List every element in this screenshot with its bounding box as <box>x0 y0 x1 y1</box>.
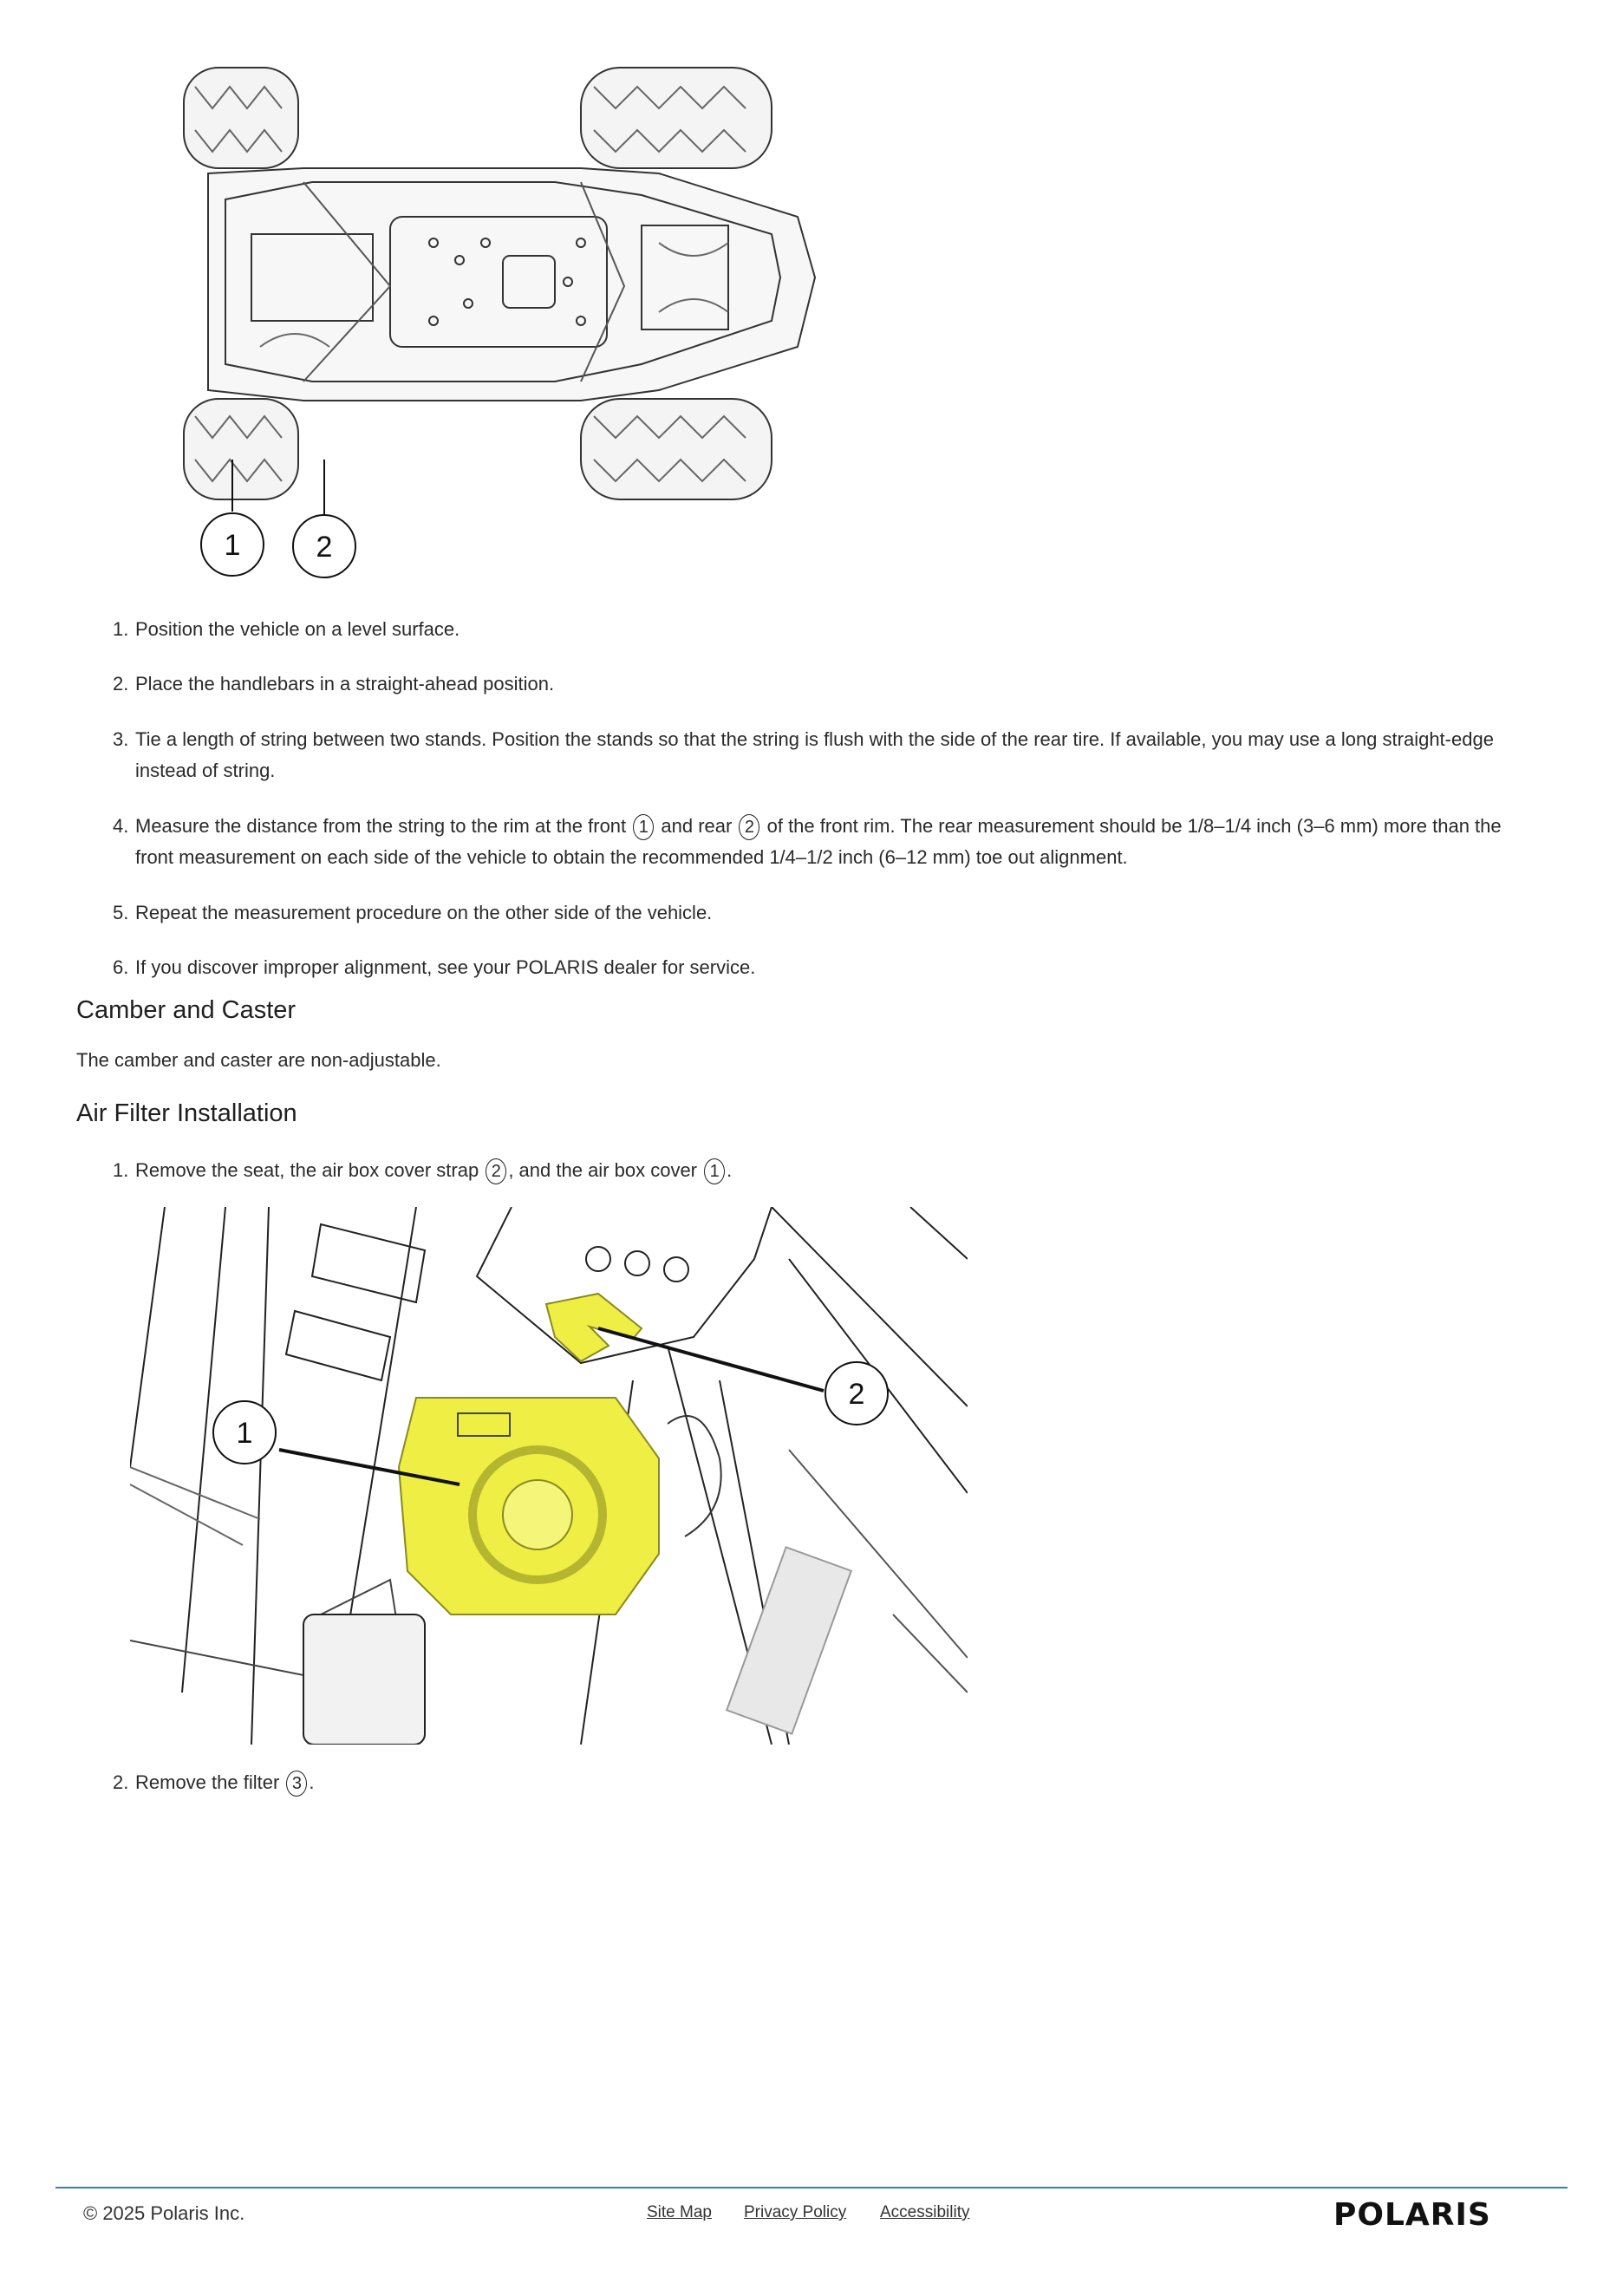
polaris-logo[interactable]: POLARIS <box>1333 2197 1491 2233</box>
callout-ref-2: 2 <box>739 814 759 840</box>
step-text: If you discover improper alignment, see your POLARIS dealer for service. <box>135 956 756 978</box>
camber-text: The camber and caster are non-adjustable. <box>76 1049 441 1071</box>
copyright-text: © 2025 Polaris Inc. <box>83 2202 245 2224</box>
site-map-link[interactable]: Site Map <box>647 2203 712 2221</box>
footer-rule <box>55 2187 1568 2188</box>
air-filter-heading: Air Filter Installation <box>76 1099 297 1127</box>
step-text: Tie a length of string between two stands. Position the stands so that the string is flush with the side of the rear tire. If available, you may use a long straight-edge instead of string. <box>135 728 1494 781</box>
callout-ref-2: 2 <box>486 1158 506 1184</box>
callout-2-label: 2 <box>848 1378 865 1411</box>
camber-heading: Camber and Caster <box>76 996 297 1024</box>
step-text: Remove the seat, the air box cover strap 2 , and the air box cover 1 . <box>135 1155 1531 1186</box>
callout-ref-3: 3 <box>286 1771 307 1797</box>
air-box-figure <box>130 1207 968 1745</box>
callout-2-label: 2 <box>316 531 333 564</box>
accessibility-link[interactable]: Accessibility <box>880 2203 970 2221</box>
step-text: Remove the filter 3 . <box>135 1767 1531 1798</box>
vehicle-underside-figure <box>173 61 832 590</box>
privacy-policy-link[interactable]: Privacy Policy <box>744 2203 847 2221</box>
callout-ref-1: 1 <box>704 1158 725 1184</box>
callout-ref-1: 1 <box>633 814 654 840</box>
step-text: Measure the distance from the string to the rim at the front 1 and rear 2 of the front rim. The rear measurement should be 1/8–1/4 inch (3–6 mm) more than the front measurement on each side of the vehicle to obtain the recommended 1/4–1/2 inch (6–12 mm) toe out alignment. <box>135 815 1502 868</box>
callout-1-label: 1 <box>224 529 241 562</box>
step-text: Position the vehicle on a level surface. <box>135 618 460 640</box>
step-text: Repeat the measurement procedure on the other side of the vehicle. <box>135 902 713 923</box>
callout-1-label: 1 <box>236 1417 253 1450</box>
step-text: Place the handlebars in a straight-ahead position. <box>135 673 555 695</box>
